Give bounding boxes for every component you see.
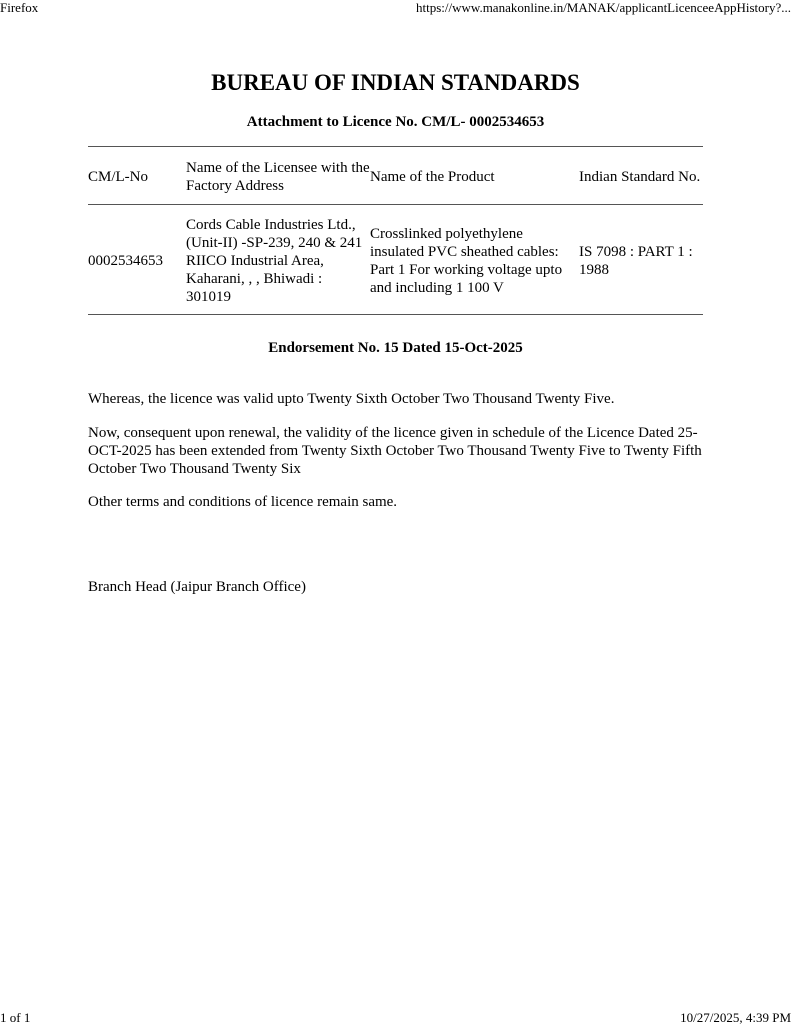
header-cml-no: CM/L-No — [88, 147, 186, 205]
terms-paragraph: Other terms and conditions of licence remain same. — [88, 494, 398, 510]
cell-product: Crosslinked polyethylene insulated PVC sheathed cables: Part 1 For working voltage upto and including 1 100 V — [370, 205, 579, 315]
document-title: BUREAU OF INDIAN STANDARDS — [211, 70, 580, 95]
document-subtitle — [0, 112, 791, 132]
header-licensee: Name of the Licensee with the Factory Address — [186, 147, 370, 205]
cell-cml-no: 0002534653 — [88, 205, 186, 315]
table-row — [88, 205, 703, 315]
subtitle-prefix: Attachment to Licence No. CM/L- — [246, 114, 466, 130]
licence-table — [88, 146, 703, 315]
header-standard: Indian Standard No. — [579, 147, 703, 205]
header-product: Name of the Product — [370, 147, 579, 205]
licence-number: 0002534653 — [469, 114, 545, 130]
page-url: https://www.manakonline.in/MANAK/applicantLicenceeAppHistory?... — [416, 0, 791, 15]
endorsement-heading: Endorsement No. 15 Dated 15-Oct-2025 — [268, 340, 523, 356]
table-header-row — [88, 147, 703, 205]
cell-standard: IS 7098 : PART 1 : 1988 — [579, 205, 703, 315]
cell-licensee: Cords Cable Industries Ltd., (Unit-II) -SP-239, 240 & 241 RIICO Industrial Area, Kaharani, , , Bhiwadi : 301019 — [186, 205, 370, 315]
print-datetime: 10/27/2025, 4:39 PM — [680, 1010, 791, 1025]
signatory: Branch Head (Jaipur Branch Office) — [88, 579, 306, 595]
page-count: 1 of 1 — [0, 1010, 31, 1025]
validity-paragraph: Whereas, the licence was valid upto Twenty Sixth October Two Thousand Twenty Five. — [88, 391, 615, 407]
renewal-paragraph: Now, consequent upon renewal, the validity of the licence given in schedule of the Licence Dated 25-OCT-2025 has been extended from Twenty Sixth October Two Thousand Twenty Five to Twenty Fifth October Two Thousand Twenty Six — [88, 425, 702, 477]
browser-app-name: Firefox — [0, 0, 39, 15]
